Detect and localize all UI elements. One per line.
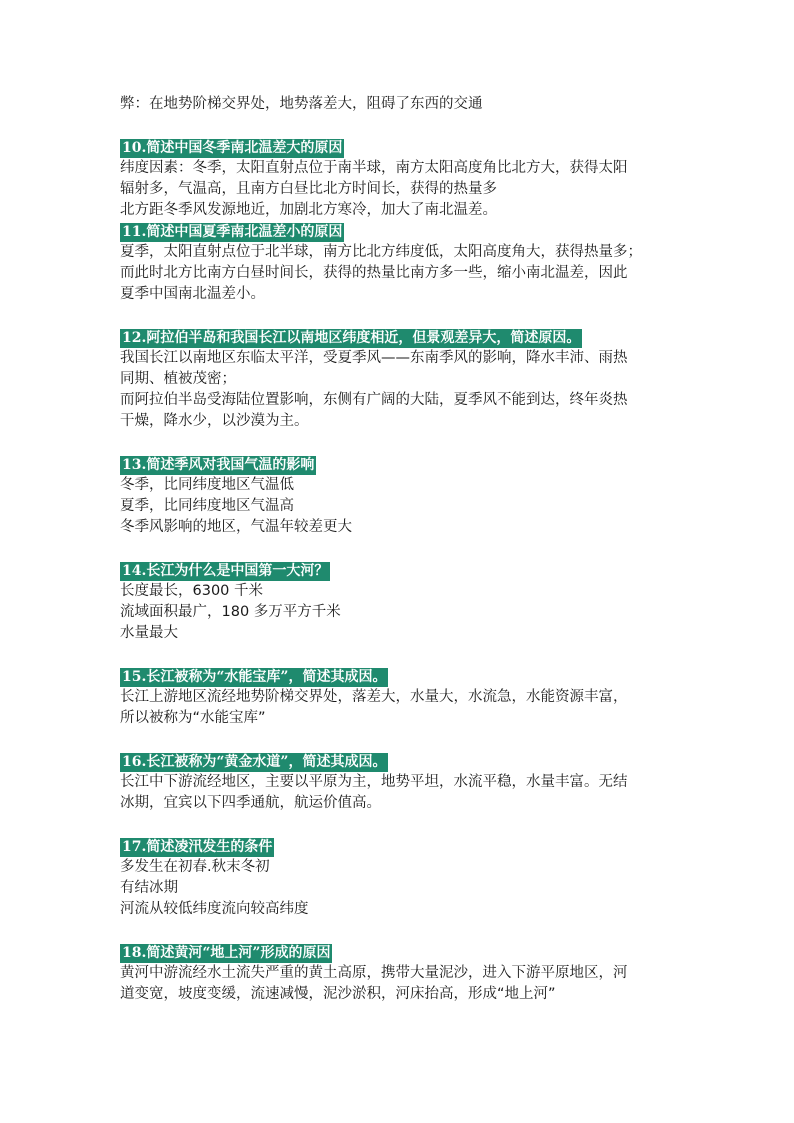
answer-line: 长江中下游流经地区，主要以平原为主，地势平坦，水流平稳，水量丰富。无结	[120, 774, 628, 790]
answer-line: 道变宽，坡度变缓，流速减慢，泥沙淤积，河床抬高，形成“地上河”	[120, 986, 556, 1002]
answer-line: 夏季，比同纬度地区气温高	[120, 498, 294, 514]
answer-line: 有结冰期	[120, 880, 178, 896]
answer-line: 河流从较低纬度流向较高纬度	[120, 901, 309, 917]
answer-line: 冬季，比同纬度地区气温低	[120, 477, 294, 493]
answer-line: 北方距冬季风发源地近，加剧北方寒冷，加大了南北温差。	[120, 202, 497, 218]
section-11	[120, 221, 690, 305]
answer-line: 水量最大	[120, 625, 178, 641]
intro-line: 弊：在地势阶梯交界处，地势落差大，阻碍了东西的交通	[120, 96, 483, 112]
answer-line: 所以被称为“水能宝库”	[120, 710, 266, 726]
answer-line: 纬度因素：冬季，太阳直射点位于南半球，南方太阳高度角比北方大，获得太阳	[120, 160, 628, 176]
answer-line: 夏季，太阳直射点位于北半球，南方比北方纬度低，太阳高度角大，获得热量多；	[120, 244, 642, 260]
answer-line: 长江上游地区流经地势阶梯交界处，落差大，水量大，水流急，水能资源丰富，	[120, 689, 628, 705]
answer-line: 多发生在初春.秋末冬初	[120, 859, 270, 875]
question-heading: 10.简述中国冬季南北温差大的原因	[122, 140, 343, 156]
section-15	[120, 666, 690, 729]
answer-line: 而此时北方比南方白昼时间长，获得的热量比南方多一些，缩小南北温差，因此	[120, 265, 628, 281]
answer-line: 我国长江以南地区东临太平洋，受夏季风——东南季风的影响，降水丰沛、雨热	[120, 350, 628, 366]
answer-line: 黄河中游流经水土流失严重的黄土高原，携带大量泥沙，进入下游平原地区，河	[120, 965, 628, 981]
answer-line: 而阿拉伯半岛受海陆位置影响，东侧有广阔的大陆，夏季风不能到达，终年炎热	[120, 392, 628, 408]
answer-line: 辐射多，气温高，且南方白昼比北方时间长，获得的热量多	[120, 181, 497, 197]
question-heading: 16.长江被称为“黄金水道”，简述其成因。	[122, 754, 387, 770]
question-heading: 12.阿拉伯半岛和我国长江以南地区纬度相近，但景观差异大，简述原因。	[122, 330, 581, 346]
question-heading: 17.简述凌汛发生的条件	[122, 839, 273, 855]
intro-block	[120, 94, 690, 115]
section-16	[120, 751, 690, 814]
section-14	[120, 560, 690, 644]
document-page	[120, 94, 690, 1027]
section-13	[120, 454, 690, 538]
question-heading: 11.简述中国夏季南北温差小的原因	[122, 224, 343, 240]
answer-line: 冬季风影响的地区，气温年较差更大	[120, 519, 352, 535]
answer-line: 冰期，宜宾以下四季通航，航运价值高。	[120, 795, 381, 811]
section-10	[120, 137, 690, 221]
section-12	[120, 327, 690, 432]
answer-line: 流域面积最广，180 多万平方千米	[120, 604, 341, 620]
answer-line: 长度最长，6300 千米	[120, 583, 264, 599]
answer-line: 干燥，降水少，以沙漠为主。	[120, 413, 309, 429]
question-heading: 13.简述季风对我国气温的影响	[122, 457, 315, 473]
section-18	[120, 942, 690, 1005]
answer-line: 夏季中国南北温差小。	[120, 286, 265, 302]
section-17	[120, 836, 690, 920]
question-heading: 15.长江被称为“水能宝库”，简述其成因。	[122, 669, 387, 685]
answer-line: 同期、植被茂密；	[120, 371, 236, 387]
question-heading: 14.长江为什么是中国第一大河？	[122, 563, 329, 579]
question-heading: 18.简述黄河“地上河”形成的原因	[122, 945, 331, 961]
